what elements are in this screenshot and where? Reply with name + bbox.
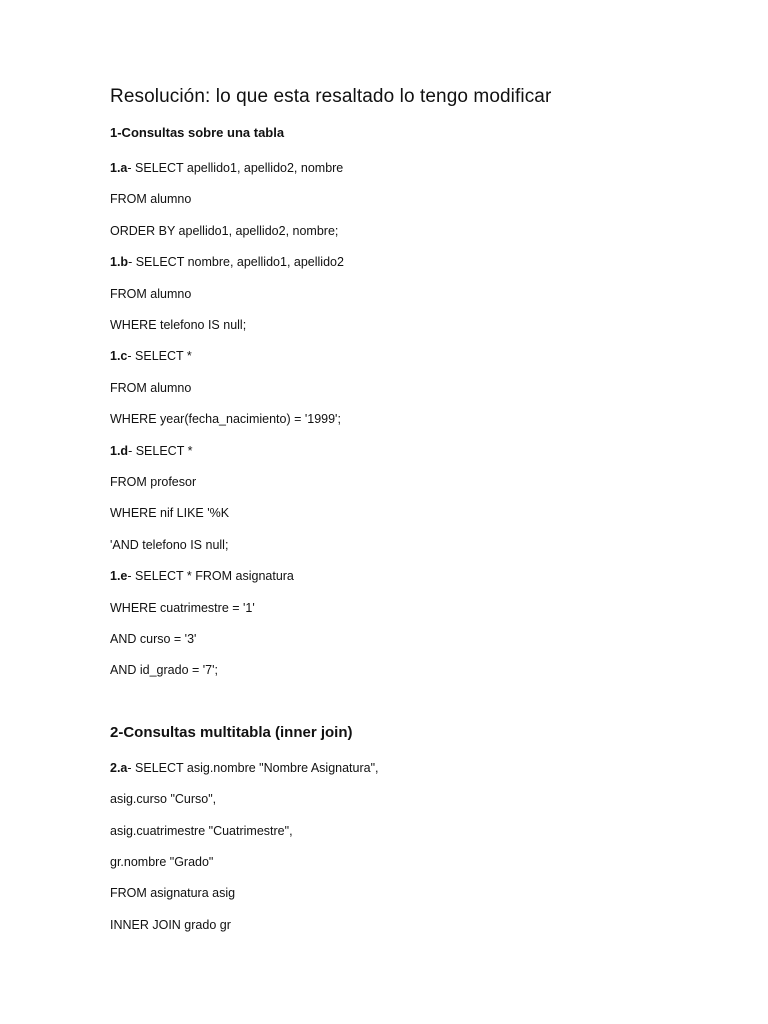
- sql-line: [110, 662, 218, 678]
- query-label: 1.e: [110, 569, 128, 584]
- sql-text: - SELECT * FROM asignatura: [127, 569, 294, 584]
- sql-line: [110, 411, 341, 427]
- sql-line: [110, 505, 229, 521]
- sql-line: [110, 854, 213, 870]
- query-label: 1.d: [110, 443, 129, 458]
- sql-line: [110, 380, 191, 396]
- sql-text: FROM alumno: [110, 192, 192, 207]
- query-label: 1.b: [110, 255, 129, 270]
- sql-line: [110, 348, 192, 364]
- sql-line: [110, 631, 196, 647]
- sql-line: [110, 537, 228, 553]
- sql-text: WHERE telefono IS null;: [110, 318, 247, 332]
- sql-line: [110, 885, 235, 901]
- sql-text: FROM alumno: [110, 380, 192, 395]
- sql-line: [110, 254, 344, 270]
- sql-text: WHERE cuatrimestre = '1': [110, 600, 255, 615]
- sql-text: AND curso = '3': [110, 632, 197, 646]
- sql-text: gr.nombre "Grado": [110, 854, 214, 869]
- sql-text: asig.cuatrimestre "Cuatrimestre",: [110, 823, 293, 838]
- document-title: Resolución: lo que esta resaltado lo tengo modificar: [110, 86, 552, 107]
- sql-text: FROM profesor: [110, 475, 197, 489]
- sql-text: WHERE year(fecha_nacimiento) = '1999';: [110, 412, 341, 427]
- sql-text: 'AND telefono IS null;: [110, 537, 229, 552]
- sql-line: [110, 760, 379, 776]
- sql-line: [110, 917, 231, 933]
- section-heading-1: 1-Consultas sobre una tabla: [110, 125, 285, 140]
- sql-text: AND id_grado = '7';: [110, 663, 218, 678]
- sql-text: - SELECT *: [128, 443, 193, 458]
- query-label: 1.c: [110, 349, 128, 364]
- sql-line: [110, 474, 196, 490]
- sql-line: [110, 286, 191, 302]
- sql-line: [110, 791, 216, 807]
- sql-line: [110, 443, 192, 459]
- sql-text: WHERE nif LIKE '%K: [110, 506, 230, 521]
- query-label: 1.a: [110, 161, 128, 175]
- sql-line: [110, 823, 293, 839]
- sql-text: asig.curso "Curso",: [110, 792, 217, 807]
- sql-text: FROM alumno: [110, 286, 192, 301]
- sql-line: [110, 160, 343, 176]
- query-label: 2.a: [110, 761, 128, 775]
- sql-text: INNER JOIN grado gr: [110, 917, 231, 932]
- sql-line: [110, 191, 191, 207]
- sql-line: [110, 600, 255, 616]
- sql-line: [110, 568, 294, 584]
- sql-text: - SELECT *: [127, 349, 192, 364]
- sql-text: ORDER BY apellido1, apellido2, nombre;: [110, 223, 339, 238]
- sql-text: - SELECT asig.nombre "Nombre Asignatura",: [127, 761, 379, 775]
- sql-line: [110, 223, 338, 239]
- sql-text: - SELECT apellido1, apellido2, nombre: [127, 161, 344, 175]
- section-heading-2: 2-Consultas multitabla (inner join): [110, 724, 353, 741]
- sql-text: FROM asignatura asig: [110, 886, 236, 901]
- sql-text: - SELECT nombre, apellido1, apellido2: [128, 255, 344, 270]
- sql-line: [110, 317, 246, 333]
